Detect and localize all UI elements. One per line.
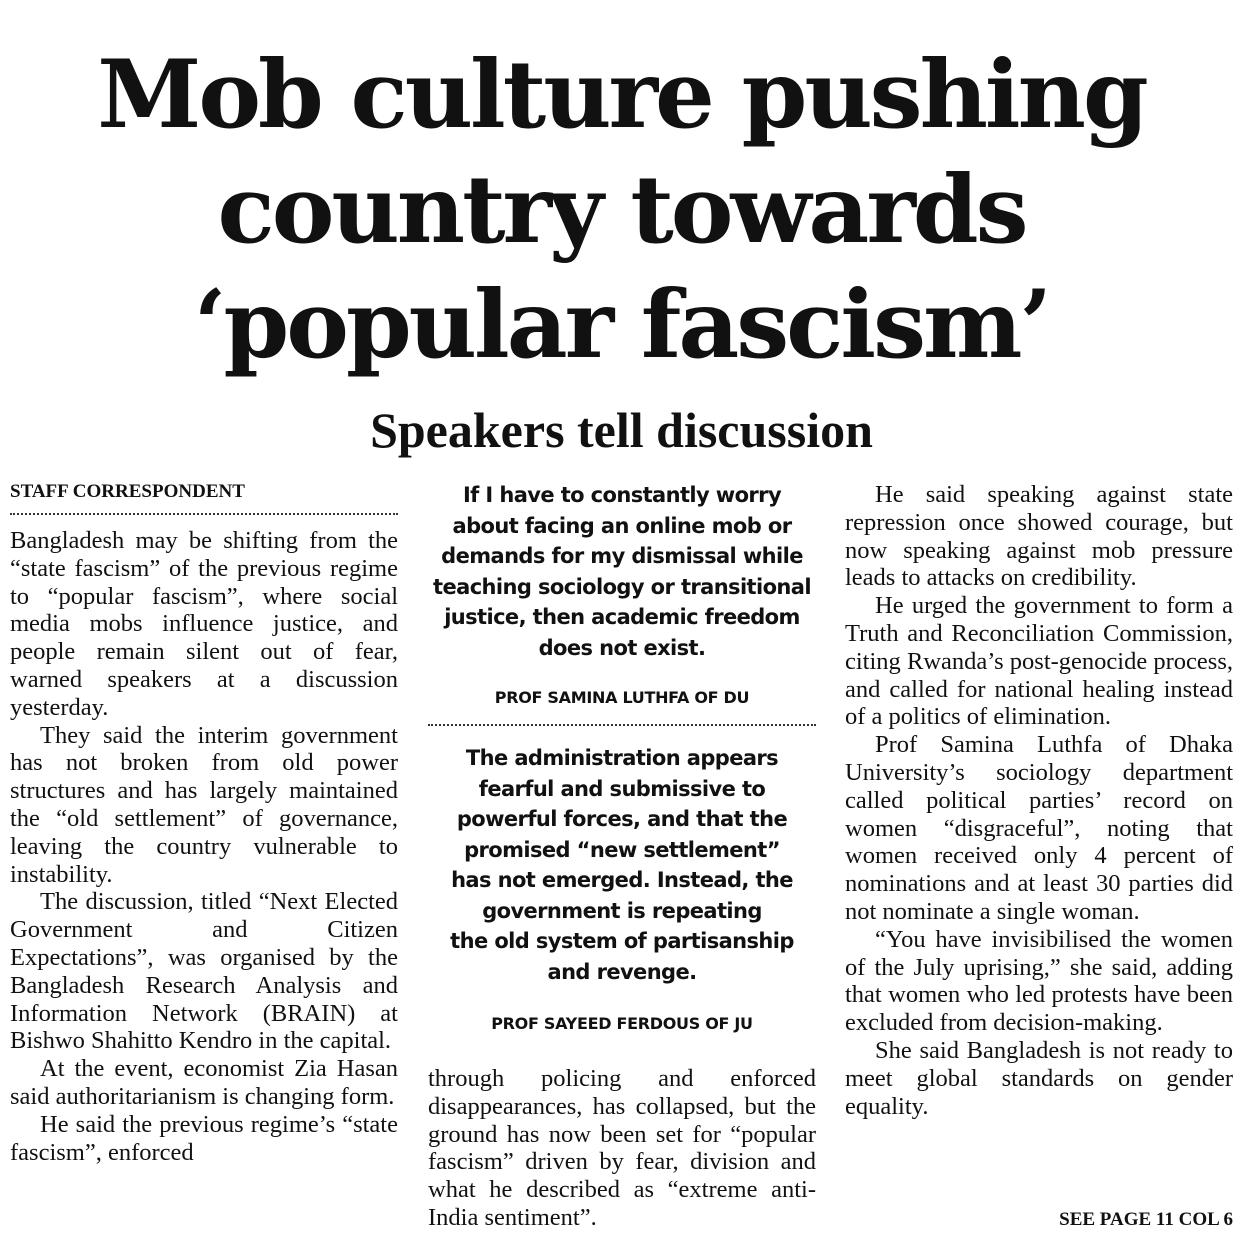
left-column <box>10 478 398 1166</box>
body-paragraph: “You have invisibilised the women of the July uprising,” she said, adding that women who led protests have been excluded from decision-making. <box>845 925 1233 1037</box>
body-paragraph: Prof Samina Luthfa of Dhaka University’s sociology department called political parties’ record on women “disgraceful”, noting that women received only 4 percent of nominations and at least 30 parties did not nominate a single woman. <box>845 731 1233 925</box>
pull-quote-2-attribution: PROF SAYEED FERDOUS OF JU <box>491 1014 753 1033</box>
pull-quote-line: The administration appears <box>465 746 779 770</box>
body-paragraph-continued: through policing and enforced disappearances, has collapsed, but the ground has now been set for “popular fascism” driven by fear, division and what he described as “extreme anti-India sentiment”. <box>428 1065 816 1231</box>
pull-quote-line: fearful and submissive to <box>478 776 766 801</box>
pull-quote-line: justice, then academic freedom <box>444 605 800 629</box>
body-paragraph: They said the interim government has not broken from old power structures and has largely maintained the “old settlement” of governance, leaving the country vulnerable to instability. <box>10 721 398 888</box>
pull-quote-line: promised “new settlement” <box>464 837 780 862</box>
pull-quote-line: government is repeating <box>482 898 762 923</box>
body-paragraph: He said the previous regime’s “state fascism”, enforced <box>10 1110 398 1166</box>
pull-quote-1 <box>428 480 816 663</box>
pull-quote-line: has not emerged. Instead, the <box>451 868 793 892</box>
body-paragraph: At the event, economist Zia Hasan said authoritarianism is changing form. <box>10 1055 398 1110</box>
body-paragraph: Bangladesh may be shifting from the “state fascism” of the previous regime to “popular fascism”, where social media mobs influence justice, and people remain silent out of fear, warned speakers at a discussion yesterday. <box>10 527 398 721</box>
byline: STAFF CORRESPONDENT <box>10 478 398 515</box>
pull-quote-line: demands for my dismissal while <box>441 544 803 568</box>
pull-quote-line: the old system of partisanship <box>450 929 794 953</box>
pull-quote-line: teaching sociology or transitional <box>433 574 811 599</box>
body-paragraph: She said Bangladesh is not ready to meet global standards on gender equality. <box>845 1036 1233 1120</box>
body-paragraph: He urged the government to form a Truth and Reconciliation Commission, citing Rwanda’s post-genocide process, and called for national healing instead of a politics of elimination. <box>845 592 1233 731</box>
headline-line-2: country towards <box>217 155 1026 265</box>
pull-quote-line: If I have to constantly worry <box>462 483 782 507</box>
body-paragraph: He said speaking against state repression once showed courage, but now speaking against mob pressure leads to attacks on credibility. <box>845 481 1233 592</box>
pull-quote-line: about facing an online mob or <box>452 513 792 538</box>
middle-column <box>428 478 816 1238</box>
subheadline: Speakers tell discussion <box>370 402 873 458</box>
headline-line-1: Mob culture pushing <box>97 40 1146 150</box>
headline <box>0 38 1243 383</box>
headline-line-3: ‘popular fascism’ <box>193 270 1050 380</box>
pull-quote-line: does not exist. <box>538 635 706 660</box>
pull-quote-2 <box>428 743 816 987</box>
body-paragraph: The discussion, titled “Next Elected Government and Citizen Expectations”, was organised by the Bangladesh Research Analysis and Information Network (BRAIN) at Bishwo Shahitto Kendro in the capital. <box>10 888 398 1055</box>
dotted-divider <box>428 724 816 726</box>
pull-quote-1-attribution: PROF SAMINA LUTHFA OF DU <box>494 688 750 707</box>
pull-quote-line: and revenge. <box>547 959 697 984</box>
right-column <box>845 481 1233 1120</box>
pull-quote-line: powerful forces, and that the <box>456 807 788 831</box>
continuation-jump-line: SEE PAGE 11 COL 6 <box>1059 1209 1233 1230</box>
